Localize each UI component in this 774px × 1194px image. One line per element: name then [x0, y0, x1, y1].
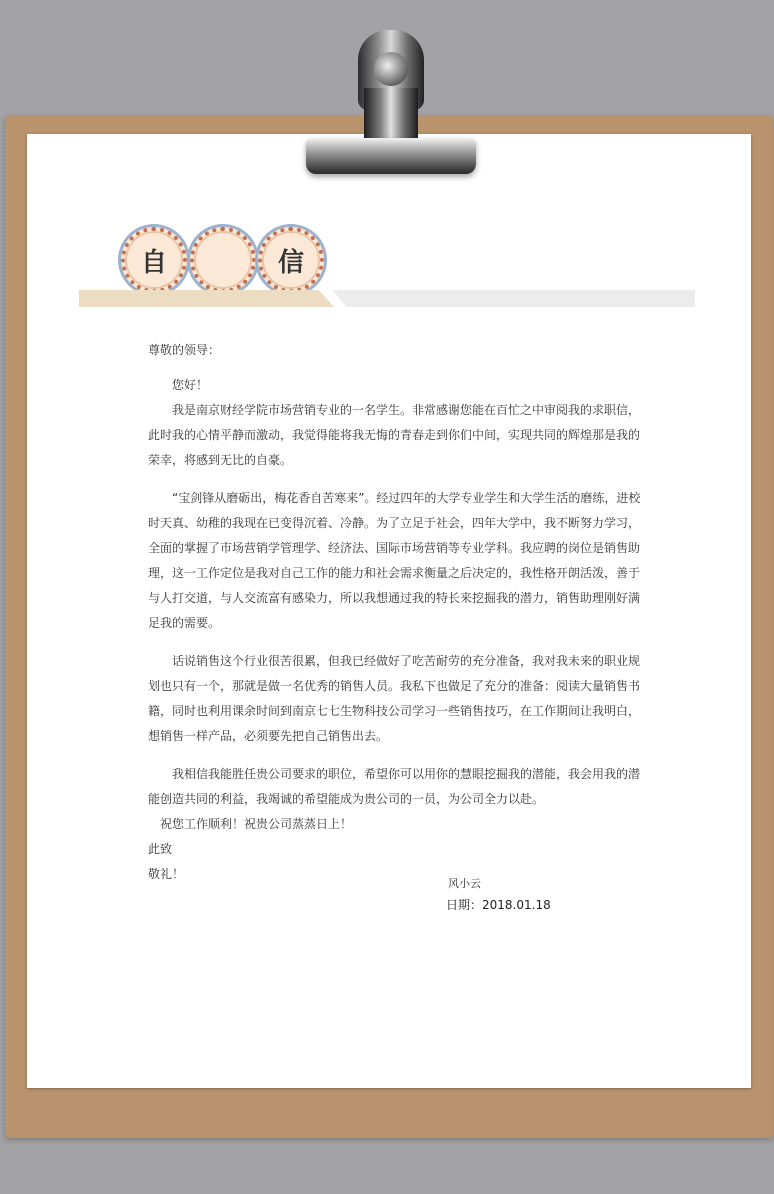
paragraph-1: 我是南京财经学院市场营销专业的一名学生。非常感谢您能在百忙之中审阅我的求职信，此时我的心情平静而激动，我觉得能将我无悔的青春走到你们中间，实现共同的辉煌那是我的荣幸，将感到无比的自豪。	[148, 403, 641, 467]
clip-icon	[306, 138, 476, 174]
salutation: 尊敬的领导：	[148, 343, 221, 357]
header-band-right	[332, 290, 695, 307]
paragraph-3: 话说销售这个行业很苦很累，但我已经做好了吃苦耐劳的充分准备，我对我未来的职业规划也只有一个，那就是做一名优秀的销售人员。我私下也做足了充分的准备：阅读大量销售书籍，同时也利用课余时间到南京七七生物科技公司学习一些销售技巧，在工作期间让我明白，想销售一样产品，必须要先把自己销售出去。	[148, 654, 641, 743]
wish-line: 祝您工作顺利！祝贵公司蒸蒸日上！	[160, 817, 353, 831]
medallion-2	[190, 227, 256, 293]
closing-2: 敬礼！	[148, 867, 185, 881]
greeting: 您好！	[172, 378, 209, 392]
letter-body	[148, 338, 648, 887]
closing-1: 此致	[148, 842, 173, 856]
sender-name: 风小云	[448, 877, 481, 890]
letter-date: 日期：2018.01.18	[446, 898, 551, 912]
medallion-1: 自	[121, 227, 187, 293]
paragraph-4: 我相信我能胜任贵公司要求的职位，希望你可以用你的慧眼挖掘我的潜能，我会用我的潜能创造共同的利益，我竭诚的希望能成为贵公司的一员，为公司全力以赴。	[148, 767, 641, 806]
medallion-3: 信	[258, 227, 324, 293]
clip-body	[364, 88, 418, 140]
paragraph-2: “宝剑锋从磨砺出，梅花香自苦寒来”。经过四年的大学专业学生和大学生活的磨练，进校时天真、幼稚的我现在已变得沉着、冷静。为了立足于社会，四年大学中，我不断努力学习，全面的掌握了市场营销学管理学、经济法、国际市场营销等专业学科。我应聘的岗位是销售助理，这一工作定位是我对自己工作的能力和社会需求衡量之后决定的，我性格开朗活泼，善于与人打交道，与人交流富有感染力，所以我想通过我的特长来挖掘我的潜力，销售助理刚好满足我的需要。	[148, 491, 641, 630]
clip-hole	[374, 52, 408, 86]
header-band-left	[79, 290, 334, 307]
